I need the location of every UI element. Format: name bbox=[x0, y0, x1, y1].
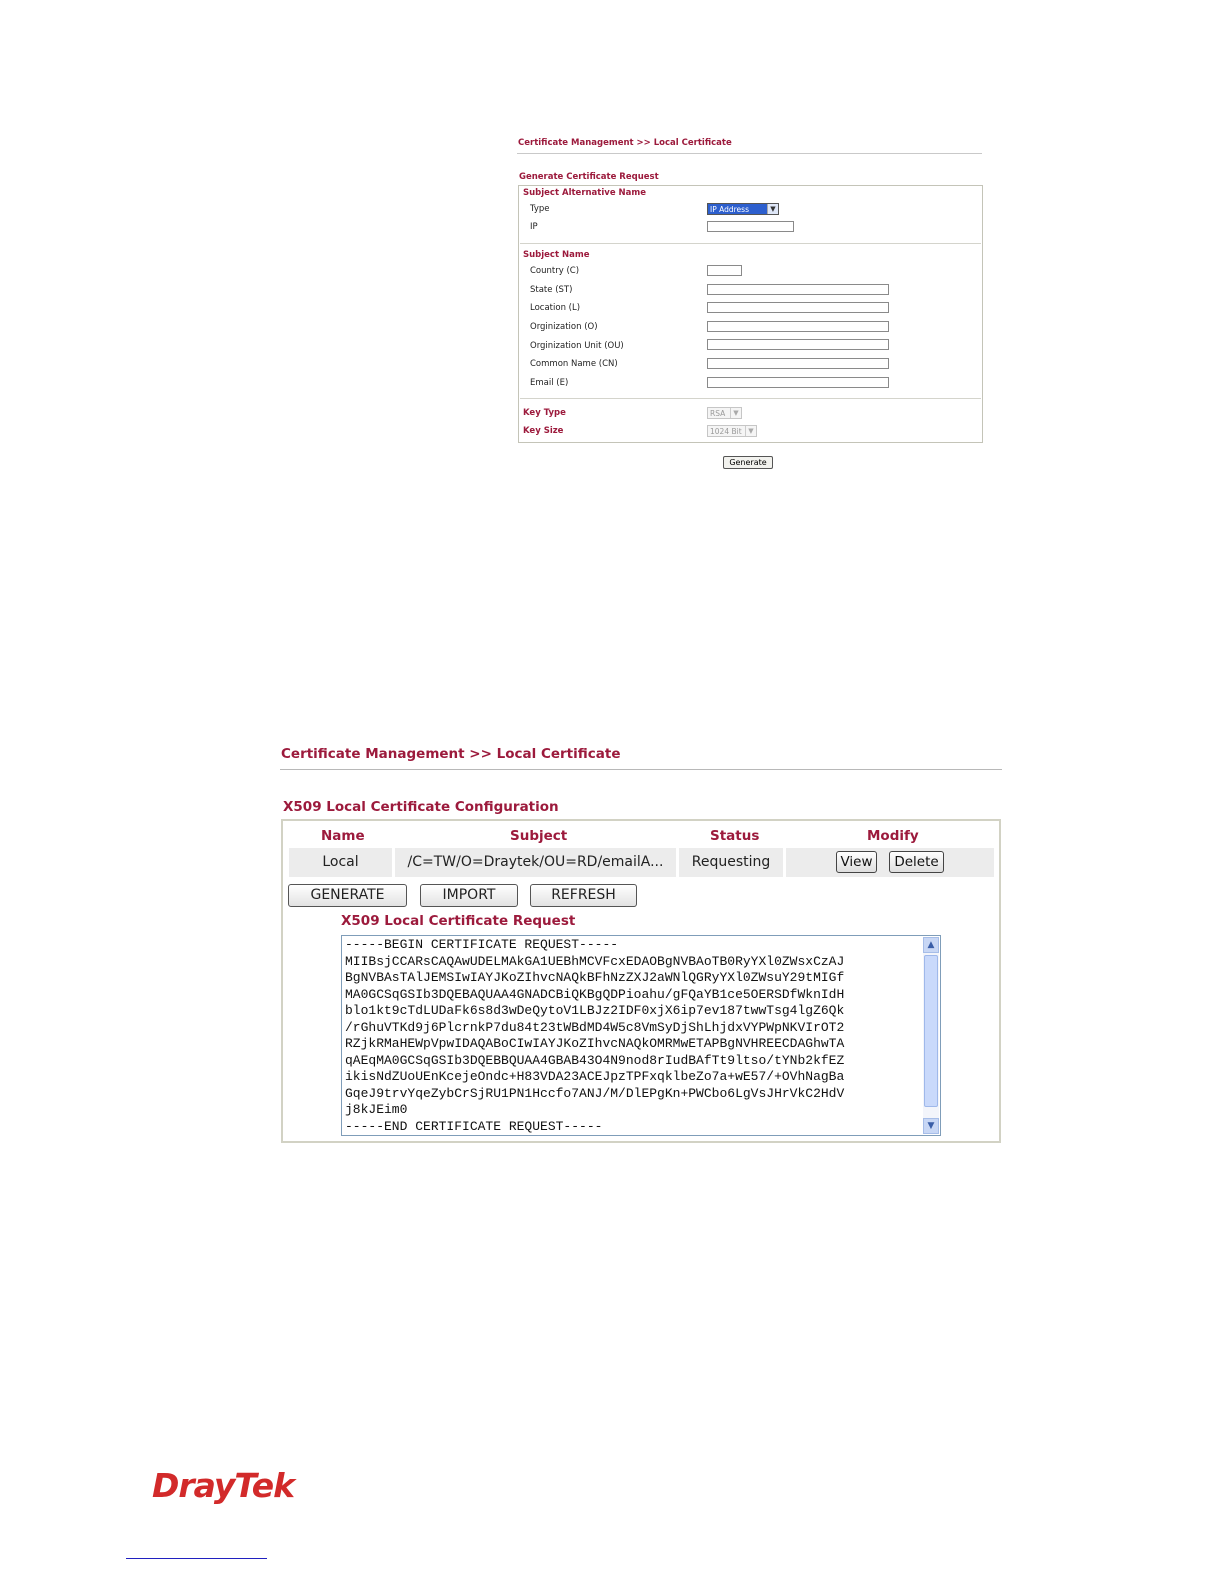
view-button[interactable]: View bbox=[836, 851, 877, 873]
local-certificate-screenshot bbox=[280, 740, 1004, 1148]
certificate-request-textarea[interactable] bbox=[341, 935, 941, 1136]
scroll-up-icon[interactable]: ▲ bbox=[923, 937, 939, 953]
table-row bbox=[289, 848, 994, 877]
request-form-panel bbox=[518, 185, 983, 443]
chevron-down-icon: ▼ bbox=[767, 204, 778, 214]
key-type-select[interactable] bbox=[707, 407, 742, 419]
request-title: X509 Local Certificate Request bbox=[341, 913, 576, 929]
location-input[interactable] bbox=[707, 302, 889, 313]
type-select-value: IP Address bbox=[710, 205, 749, 214]
chevron-down-icon: ▼ bbox=[745, 426, 756, 436]
generate-button[interactable]: GENERATE bbox=[288, 884, 407, 907]
vertical-scrollbar[interactable] bbox=[923, 937, 939, 1134]
import-button[interactable]: IMPORT bbox=[420, 884, 518, 907]
key-size-label: Key Size bbox=[523, 426, 564, 436]
certificate-request-text: -----BEGIN CERTIFICATE REQUEST----- MIIBsjCCARsCAQAwUDELMAkGA1UEBhMCVFcxEDAOBgNVBAoTB0RyYXl0ZWsxCzAJ BgNVBAsTAlJEMSIwIAYJKoZIhvcNAQkBFhNzZXJ2aWNlQGRyYXl0ZWsuY29tMIGf MA0GCSqGSIb3DQEBAQUAA4GNADCBiQKBgQDPioahu/gFQaYB1ce5OERSDfWknIdH blo1kt9cTdLUDaFk6s8d3wDeQytoV1LBJz2IDF0xjX6ip7ev187twwTsg4lgZ6Qk /rGhuVTKd9j6PlcrnkP7du84t23tWBdMD4W5c8VmSyDjShLhjdxVYPWpNKVIrOT2 RZjkRMaHEWpVpwIDAQABoCIwIAYJKoZIhvcNAQkOMRMwETAPBgNVHREECDAGhwTA qAEqMA0GCSqGSIb3DQEBBQUAA4GBAB43O4N9nod8rIudBAfTt9ltso/tYNb2kfEZ ikisNdZUoUEnKcejeOndc+H83VDA23ACEJpzTPFxqklbeZo7a+wE57/+OVhNagBa GqeJ9trvYqeZybCrSjRU1PN1Hccfo7ANJ/M/DlEPgKn+PWCbo6LgVsJHrVkC2HdV j8kJEim0 -----END CERTIFICATE REQUEST----- bbox=[345, 937, 845, 1134]
country-label: Country (C) bbox=[530, 266, 580, 276]
delete-button[interactable]: Delete bbox=[889, 851, 944, 873]
organization-label: Orginization (O) bbox=[530, 322, 598, 332]
refresh-button[interactable]: REFRESH bbox=[530, 884, 637, 907]
header-divider bbox=[517, 153, 982, 154]
organization-unit-input[interactable] bbox=[707, 339, 889, 350]
cell-subject: /C=TW/O=Draytek/OU=RD/emailA... bbox=[395, 848, 676, 877]
breadcrumb: Certificate Management >> Local Certificate bbox=[281, 746, 621, 762]
column-header-subject: Subject bbox=[510, 828, 568, 844]
state-label: State (ST) bbox=[530, 285, 573, 295]
ip-label: IP bbox=[530, 222, 538, 232]
subject-name-heading: Subject Name bbox=[523, 250, 590, 260]
generate-request-screenshot bbox=[517, 134, 983, 479]
draytek-logo: DrayTek bbox=[152, 1466, 295, 1505]
header-divider bbox=[280, 769, 1002, 770]
footer-rule bbox=[126, 1558, 267, 1559]
key-size-value: 1024 Bit bbox=[710, 427, 742, 436]
organization-unit-label: Orginization Unit (OU) bbox=[530, 341, 624, 351]
location-label: Location (L) bbox=[530, 303, 581, 313]
divider bbox=[520, 243, 981, 244]
section-title: X509 Local Certificate Configuration bbox=[283, 799, 559, 815]
type-label: Type bbox=[530, 204, 550, 214]
country-input[interactable] bbox=[707, 265, 742, 276]
generate-button[interactable]: Generate bbox=[723, 456, 773, 469]
scroll-down-icon[interactable]: ▼ bbox=[923, 1118, 939, 1134]
scrollbar-thumb[interactable] bbox=[924, 955, 938, 1107]
key-type-label: Key Type bbox=[523, 408, 566, 418]
email-input[interactable] bbox=[707, 377, 889, 388]
organization-input[interactable] bbox=[707, 321, 889, 332]
breadcrumb: Certificate Management >> Local Certificate bbox=[518, 138, 732, 148]
cell-name: Local bbox=[289, 848, 392, 877]
state-input[interactable] bbox=[707, 284, 889, 295]
divider bbox=[520, 398, 981, 399]
type-select[interactable] bbox=[707, 203, 779, 215]
subject-alt-heading: Subject Alternative Name bbox=[523, 188, 647, 198]
ip-input[interactable] bbox=[707, 221, 794, 232]
key-type-value: RSA bbox=[710, 409, 726, 418]
common-name-input[interactable] bbox=[707, 358, 889, 369]
section-title: Generate Certificate Request bbox=[519, 172, 659, 182]
column-header-status: Status bbox=[710, 828, 760, 844]
chevron-down-icon: ▼ bbox=[730, 408, 741, 418]
column-header-modify: Modify bbox=[867, 828, 919, 844]
cell-status: Requesting bbox=[679, 848, 783, 877]
key-size-select[interactable] bbox=[707, 425, 757, 437]
email-label: Email (E) bbox=[530, 378, 569, 388]
column-header-name: Name bbox=[321, 828, 365, 844]
common-name-label: Common Name (CN) bbox=[530, 359, 618, 369]
